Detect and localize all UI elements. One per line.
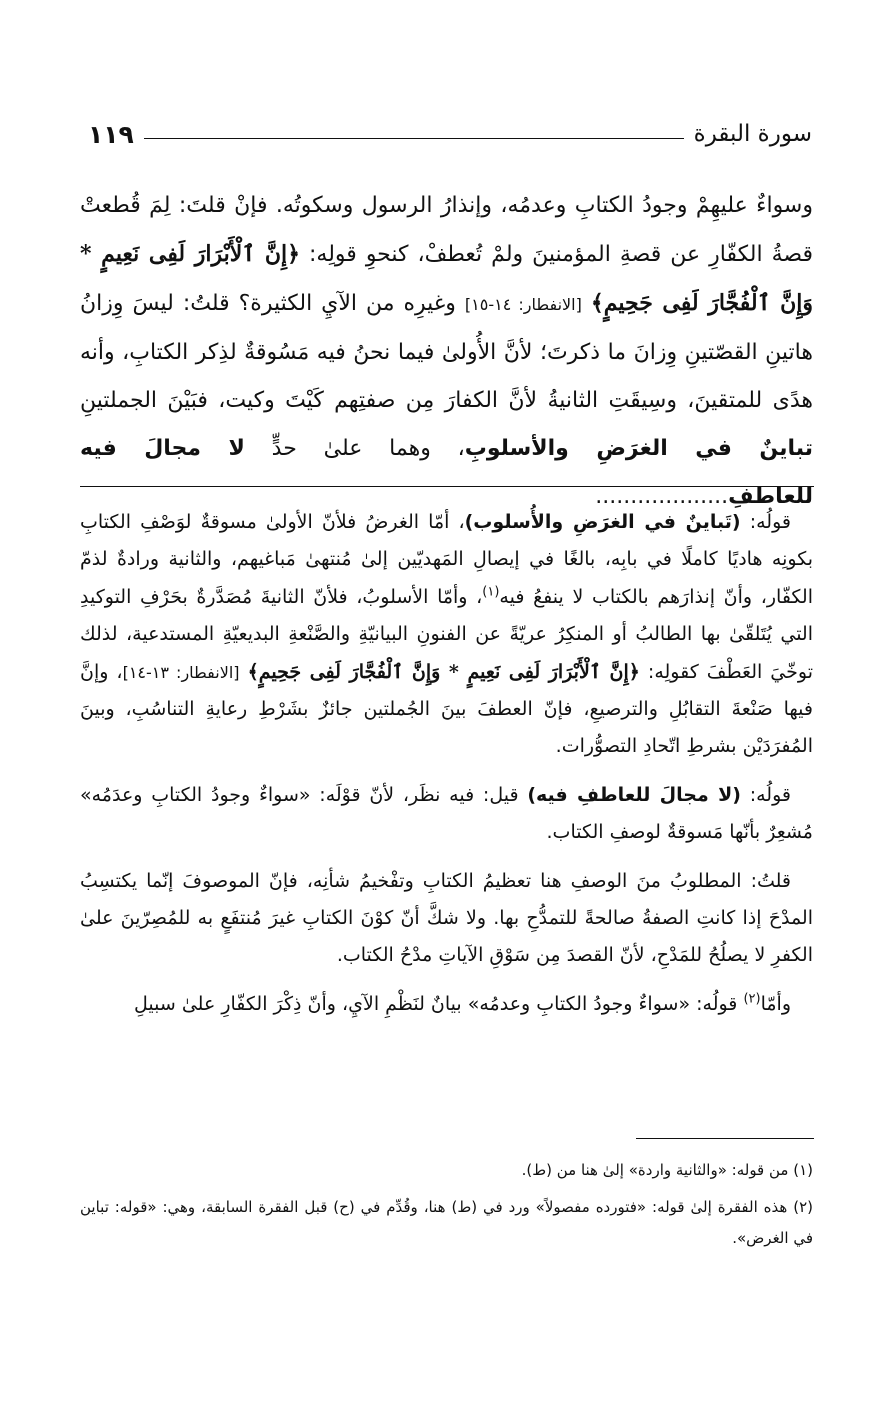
- commentary-text: وأمّا: [760, 992, 791, 1015]
- page-header: [88, 116, 812, 152]
- main-paragraph: [80, 182, 813, 521]
- footnotes: [80, 1155, 813, 1260]
- commentary-text: ، وإنَّ فيها صَنْعةَ التقابُلِ والترصيعِ، فإنّ العطفَ بينَ الجُملتين جائزٌ بشَرْطِ رعايةِ التناسُبِ، وبينَ المُفرَدَيْن بشرطِ اتّحادِ التصوُّرات.: [80, 660, 813, 758]
- quran-verse: ﴿إِنَّ ٱلْأَبْرَارَ لَفِى نَعِيمٍ * وَإِنَّ ٱلْفُجَّارَ لَفِى جَحِيمٍ﴾: [247, 660, 640, 683]
- dot-leader: ...................: [595, 484, 729, 509]
- commentary-paragraph: [80, 504, 813, 766]
- commentary-text: ، وأمّا الأسلوبُ، فلأنّ الثانيةَ مُصَدَّرةٌ بحَرْفِ التوكيدِ التي يُتَلقّىٰ بها الطالبُ أو المنكِرُ عريّةً عن الفنونِ البيانيّةِ والصَّنْعةِ البديعيّةِ المستدعية، لذلك توخّيَ العَطْفَ كقولِه:: [80, 585, 813, 683]
- commentary-text: قولُه:: [740, 783, 791, 806]
- section-divider: [80, 486, 814, 487]
- main-text: [80, 182, 813, 521]
- verse-reference: [الانفطار: ١٤-١٥]: [464, 295, 582, 314]
- commented-phrase: لا مجالَ فيه للعاطفِ: [80, 436, 813, 509]
- commented-phrase: تباينٌ في الغرَضِ والأسلوبِ: [464, 436, 813, 461]
- quran-verse: ﴿إِنَّ ٱلْأَبْرَارَ لَفِى نَعِيمٍ * وَإِنَّ ٱلْفُجَّارَ لَفِى جَحِيمٍ﴾: [80, 241, 814, 316]
- footnote-marker: (٢): [743, 991, 761, 1007]
- verse-reference: [الانفطار: ١٣-١٤]: [122, 662, 240, 682]
- surah-title: سورة البقرة: [693, 121, 812, 147]
- commentary-text: قلتُ: المطلوبُ منَ الوصفِ هنا تعظيمُ الكتابِ وتفْخيمُ شأنِه، فإنّ الموصوفَ إنّما يكتسِبُ المدْحَ إذا كانتِ الصفةُ صالحةً للتمدُّحِ بها. ولا شكَّ أنّ كوْنَ الكتابِ غيرَ مُنتفَعٍ به للمُصِرّينَ علىٰ الكفرِ لا يصلُحُ للمَدْحِ، لأنّ القصدَ مِن سَوْقِ الآياتِ مدْحُ الكتاب.: [80, 869, 813, 967]
- footnote-rule: [636, 1138, 814, 1139]
- footnote-marker: (١): [482, 584, 500, 600]
- header-rule: [144, 138, 684, 139]
- commentary-heading: (تَباينٌ في الغرَضِ والأُسلوب): [464, 511, 741, 533]
- commentary: [80, 504, 813, 1023]
- commentary-paragraph: [80, 777, 813, 852]
- footnote: (٢) هذه الفقرة إلىٰ قوله: «فتورده مفصولاً» ورد في (ط) هنا، وقُدِّم في (ح) قبل الفقرة السابقة، وهي: «قوله: تباين في الغرض».: [80, 1198, 813, 1247]
- commentary-paragraph: [80, 986, 813, 1023]
- commentary-text: قيل: فيه نظَر، لأنّ قوْلَه: «سواءٌ وجودُ الكتابِ وعدَمُه» مُشعِرٌ بأنّها مَسوقةٌ لوصفِ الكتاب.: [80, 783, 813, 844]
- commentary-text: قولُه: «سواءٌ وجودُ الكتابِ وعدمُه» بيانٌ لنَظْمِ الآيِ، وأنّ ذِكْرَ الكفّارِ علىٰ سبيلِ: [134, 992, 744, 1015]
- commentary-text: قولُه:: [740, 511, 791, 533]
- main-text-part: ، وهما علىٰ حدٍّ: [244, 436, 465, 461]
- commentary-heading: (لا مجالَ للعاطفِ فيه): [527, 783, 741, 806]
- commentary-text: ، أمّا الغرضُ فلأنّ الأولىٰ مسوقةٌ لوَصْفِ الكتابِ بكونِه هاديًا كاملًا في بابِه، بالغًا في إيصالِ المَهديّين إلىٰ مُنتهىٰ مَباغيهم، والثانية ورادةٌ لذمّ الكفّار، وأنّ إنذارَهم بالكتاب لا ينفعُ فيه: [80, 511, 813, 608]
- commentary-paragraph: [80, 863, 813, 975]
- page-number: ١١٩: [88, 119, 134, 149]
- footnote: (١) من قوله: «والثانية واردة» إلىٰ هنا من (ط).: [521, 1161, 813, 1179]
- main-text-part: وسواءٌ عليهِمْ وجودُ الكتابِ وعدمُه، وإنذارُ الرسول وسكوتُه. فإنْ قلتَ: لِمَ قُطعتْ قصةُ الكفّارِ عن قصةِ المؤمنينَ ولمْ تُعطفْ، كنحوِ قولِه:: [80, 193, 813, 267]
- main-text-part: وغيرِه من الآيِ الكثيرة؟ قلتُ: ليسَ وِزانُ هاتينِ القصّتينِ وِزانَ ما ذكرتَ؛ لأنَّ الأُولىٰ فيما نحنُ فيه مَسُوقةٌ لذِكر الكتابِ، وأنه هدًى للمتقينَ، وسِيقَتِ الثانيةُ لأنَّ الكفارَ مِن صفتِهم كَيْتَ وكيت، فبَيْنَ الجملتينِ: [80, 291, 813, 413]
